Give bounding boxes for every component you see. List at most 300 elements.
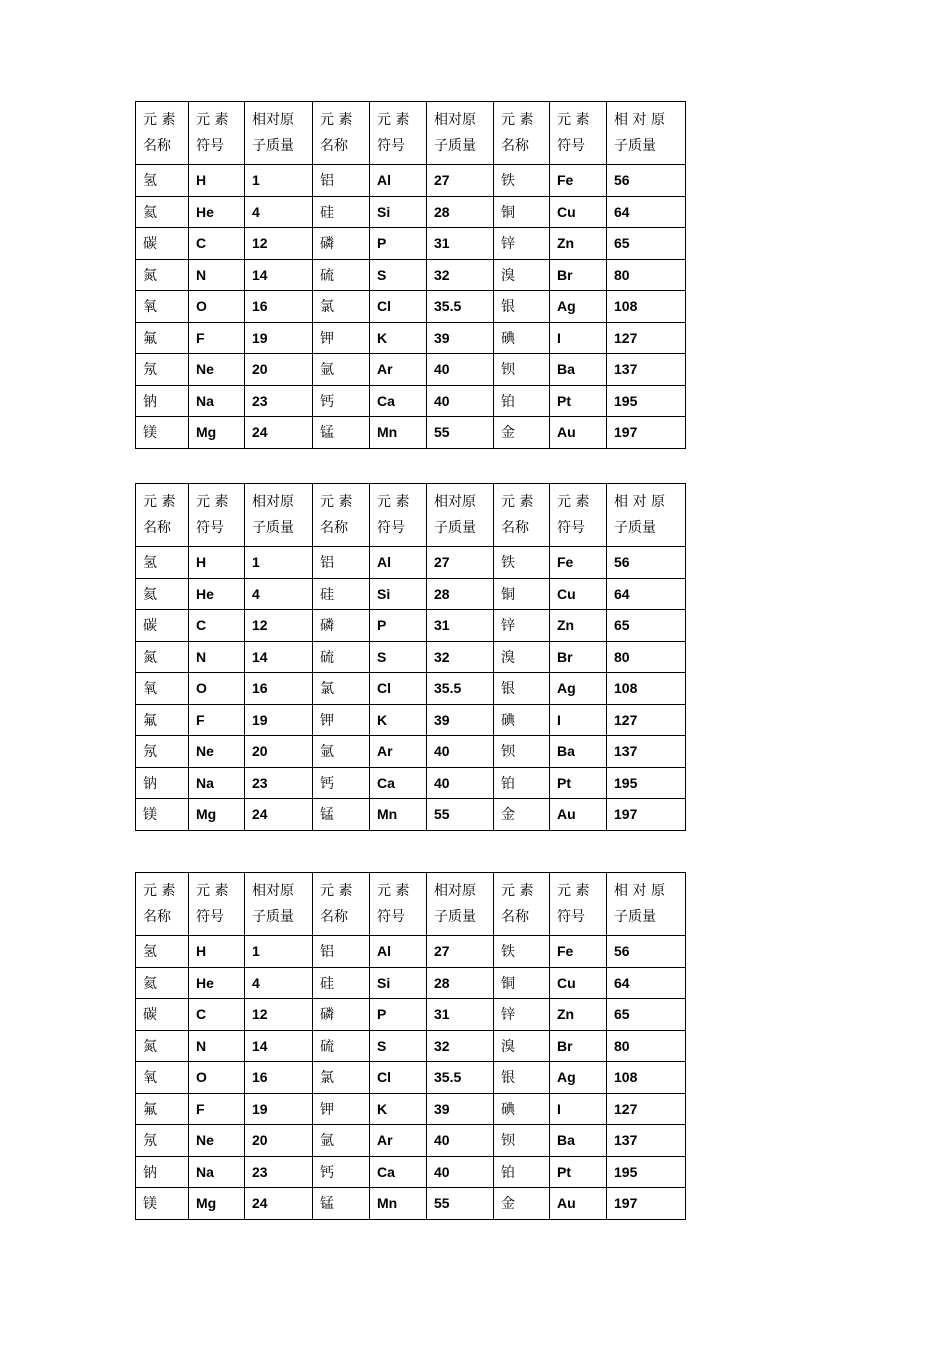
header-row — [136, 873, 686, 936]
header-mass-line-1: 相对原 — [614, 112, 670, 128]
element-name-cell: 铝 — [313, 936, 370, 968]
element-symbol-cell: I — [550, 1093, 607, 1125]
table-row — [136, 259, 686, 291]
atomic-mass-cell: 64 — [607, 967, 686, 999]
atomic-mass-cell: 27 — [427, 936, 494, 968]
element-name-cell: 铜 — [494, 578, 550, 610]
header-mass-line-1: 相对原 — [252, 112, 294, 128]
atomic-mass-cell: 195 — [607, 1156, 686, 1188]
element-name-cell: 铁 — [494, 936, 550, 968]
header-mass-cell — [607, 484, 686, 547]
header-mass-cell — [427, 484, 494, 547]
atomic-mass-cell: 195 — [607, 767, 686, 799]
element-symbol-cell: Na — [189, 767, 245, 799]
element-name-cell: 钡 — [494, 354, 550, 386]
element-name-cell: 银 — [494, 673, 550, 705]
atomic-mass-cell: 56 — [607, 936, 686, 968]
atomic-mass-cell: 39 — [427, 704, 494, 736]
element-name-cell: 硅 — [313, 196, 370, 228]
header-mass-line-1: 相对原 — [434, 883, 476, 899]
element-symbol-cell: K — [370, 1093, 427, 1125]
header-symbol-cell — [189, 484, 245, 547]
element-name-cell: 钾 — [313, 322, 370, 354]
header-name-line-1: 元素 — [320, 494, 357, 510]
header-symbol-line-2: 符号 — [557, 138, 585, 154]
header-name-line-2: 名称 — [143, 138, 171, 154]
element-name-cell: 硫 — [313, 1030, 370, 1062]
element-symbol-cell: Mg — [189, 417, 245, 449]
atomic-mass-cell: 39 — [427, 322, 494, 354]
element-symbol-cell: Ne — [189, 354, 245, 386]
table-row — [136, 291, 686, 323]
atomic-mass-cell: 127 — [607, 1093, 686, 1125]
table-row — [136, 610, 686, 642]
atomic-mass-cell: 31 — [427, 610, 494, 642]
header-symbol-cell — [370, 102, 427, 165]
element-symbol-cell: Ca — [370, 767, 427, 799]
element-symbol-cell: K — [370, 322, 427, 354]
header-name-line-2: 名称 — [320, 909, 348, 925]
header-mass-line-2: 子质量 — [252, 138, 294, 154]
element-symbol-cell: He — [189, 967, 245, 999]
atomic-mass-cell: 27 — [427, 165, 494, 197]
element-name-cell: 钾 — [313, 704, 370, 736]
header-name-line-2: 名称 — [320, 520, 348, 536]
element-name-cell: 镁 — [136, 799, 189, 831]
element-symbol-cell: O — [189, 1062, 245, 1094]
element-name-cell: 硅 — [313, 967, 370, 999]
atomic-mass-cell: 197 — [607, 799, 686, 831]
header-name-cell — [136, 484, 189, 547]
element-name-cell: 氢 — [136, 936, 189, 968]
header-symbol-cell — [370, 873, 427, 936]
element-name-cell: 锰 — [313, 417, 370, 449]
element-symbol-cell: O — [189, 291, 245, 323]
element-symbol-cell: I — [550, 322, 607, 354]
header-row — [136, 102, 686, 165]
header-symbol-cell — [370, 484, 427, 547]
element-symbol-cell: Ag — [550, 673, 607, 705]
element-name-cell: 钡 — [494, 736, 550, 768]
element-symbol-cell: Fe — [550, 547, 607, 579]
table-row — [136, 354, 686, 386]
element-name-cell: 银 — [494, 291, 550, 323]
element-symbol-cell: P — [370, 999, 427, 1031]
header-symbol-line-2: 符号 — [377, 138, 405, 154]
atomic-mass-cell: 4 — [245, 196, 313, 228]
atomic-mass-cell: 1 — [245, 547, 313, 579]
element-name-cell: 氩 — [313, 1125, 370, 1157]
atomic-mass-cell: 35.5 — [427, 291, 494, 323]
element-symbol-cell: F — [189, 1093, 245, 1125]
element-name-cell: 氦 — [136, 578, 189, 610]
element-symbol-cell: C — [189, 610, 245, 642]
element-name-cell: 溴 — [494, 641, 550, 673]
header-mass-line-1: 相对原 — [252, 494, 294, 510]
element-name-cell: 铂 — [494, 385, 550, 417]
header-symbol-cell — [550, 484, 607, 547]
header-name-line-1: 元素 — [320, 883, 357, 899]
element-name-cell: 氧 — [136, 291, 189, 323]
element-name-cell: 氩 — [313, 736, 370, 768]
table-row — [136, 799, 686, 831]
element-name-cell: 硅 — [313, 578, 370, 610]
atomic-mass-cell: 40 — [427, 1125, 494, 1157]
element-name-cell: 锌 — [494, 999, 550, 1031]
header-mass-line-1: 相对原 — [252, 883, 294, 899]
atomic-mass-cell: 16 — [245, 291, 313, 323]
atomic-mass-cell: 55 — [427, 417, 494, 449]
element-symbol-cell: Br — [550, 259, 607, 291]
header-symbol-line-1: 元素 — [377, 494, 414, 510]
element-name-cell: 磷 — [313, 228, 370, 260]
element-name-cell: 氧 — [136, 1062, 189, 1094]
header-symbol-line-1: 元素 — [377, 112, 414, 128]
atomic-mass-cell: 40 — [427, 354, 494, 386]
header-name-line-2: 名称 — [501, 520, 529, 536]
element-symbol-cell: Au — [550, 417, 607, 449]
element-name-cell: 氧 — [136, 673, 189, 705]
atomic-mass-cell: 127 — [607, 704, 686, 736]
atomic-mass-cell: 108 — [607, 673, 686, 705]
table-row — [136, 196, 686, 228]
atomic-mass-cell: 80 — [607, 641, 686, 673]
element-symbol-cell: Zn — [550, 999, 607, 1031]
atomic-mass-cell: 28 — [427, 578, 494, 610]
atomic-mass-cell: 19 — [245, 1093, 313, 1125]
atomic-mass-cell: 19 — [245, 322, 313, 354]
header-name-line-2: 名称 — [501, 138, 529, 154]
element-symbol-cell: H — [189, 547, 245, 579]
element-symbol-cell: Fe — [550, 936, 607, 968]
header-symbol-line-2: 符号 — [557, 909, 585, 925]
element-symbol-cell: Ne — [189, 1125, 245, 1157]
element-name-cell: 氮 — [136, 1030, 189, 1062]
element-symbol-cell: Ba — [550, 736, 607, 768]
header-name-line-1: 元素 — [501, 112, 538, 128]
element-name-cell: 碳 — [136, 610, 189, 642]
element-name-cell: 钙 — [313, 385, 370, 417]
header-name-cell — [313, 102, 370, 165]
element-symbol-cell: Ag — [550, 291, 607, 323]
atomic-mass-cell: 108 — [607, 1062, 686, 1094]
element-symbol-cell: Mn — [370, 799, 427, 831]
atomic-mass-cell: 127 — [607, 322, 686, 354]
element-symbol-cell: Pt — [550, 385, 607, 417]
element-symbol-cell: Pt — [550, 767, 607, 799]
element-name-cell: 铁 — [494, 547, 550, 579]
element-name-cell: 氩 — [313, 354, 370, 386]
element-symbol-cell: N — [189, 1030, 245, 1062]
header-name-line-1: 元素 — [143, 883, 180, 899]
atomic-mass-table-3 — [135, 872, 686, 1220]
table-row — [136, 228, 686, 260]
atomic-mass-cell: 39 — [427, 1093, 494, 1125]
atomic-mass-cell: 12 — [245, 610, 313, 642]
atomic-mass-cell: 195 — [607, 385, 686, 417]
header-name-cell — [313, 484, 370, 547]
element-name-cell: 氮 — [136, 259, 189, 291]
element-symbol-cell: Br — [550, 641, 607, 673]
element-symbol-cell: Ag — [550, 1062, 607, 1094]
atomic-mass-cell: 40 — [427, 1156, 494, 1188]
element-symbol-cell: Mn — [370, 1188, 427, 1220]
atomic-mass-cell: 32 — [427, 641, 494, 673]
element-name-cell: 氢 — [136, 165, 189, 197]
element-name-cell: 氖 — [136, 354, 189, 386]
atomic-mass-cell: 20 — [245, 736, 313, 768]
atomic-mass-cell: 12 — [245, 999, 313, 1031]
header-symbol-cell — [189, 873, 245, 936]
atomic-mass-cell: 35.5 — [427, 673, 494, 705]
atomic-mass-cell: 1 — [245, 936, 313, 968]
table-row — [136, 704, 686, 736]
header-mass-cell — [607, 873, 686, 936]
atomic-mass-cell: 64 — [607, 578, 686, 610]
header-mass-cell — [245, 484, 313, 547]
atomic-mass-cell: 28 — [427, 967, 494, 999]
table-row — [136, 1030, 686, 1062]
element-name-cell: 碘 — [494, 1093, 550, 1125]
header-name-cell — [313, 873, 370, 936]
header-symbol-cell — [550, 873, 607, 936]
element-symbol-cell: Si — [370, 578, 427, 610]
element-symbol-cell: F — [189, 704, 245, 736]
table-row — [136, 1062, 686, 1094]
atomic-mass-cell: 28 — [427, 196, 494, 228]
atomic-mass-cell: 24 — [245, 1188, 313, 1220]
element-name-cell: 铝 — [313, 165, 370, 197]
atomic-mass-cell: 23 — [245, 767, 313, 799]
element-name-cell: 铁 — [494, 165, 550, 197]
element-name-cell: 氖 — [136, 1125, 189, 1157]
element-name-cell: 锌 — [494, 610, 550, 642]
element-symbol-cell: Ar — [370, 736, 427, 768]
header-name-line-2: 名称 — [320, 138, 348, 154]
header-mass-line-2: 子质量 — [252, 909, 294, 925]
element-name-cell: 钠 — [136, 767, 189, 799]
atomic-mass-cell: 14 — [245, 259, 313, 291]
table-row — [136, 641, 686, 673]
element-symbol-cell: Au — [550, 799, 607, 831]
header-symbol-line-1: 元素 — [196, 883, 233, 899]
atomic-mass-cell: 137 — [607, 1125, 686, 1157]
element-symbol-cell: Cl — [370, 1062, 427, 1094]
header-mass-line-2: 子质量 — [434, 909, 476, 925]
element-symbol-cell: H — [189, 936, 245, 968]
element-symbol-cell: K — [370, 704, 427, 736]
header-name-line-2: 名称 — [501, 909, 529, 925]
atomic-mass-cell: 31 — [427, 228, 494, 260]
element-symbol-cell: He — [189, 196, 245, 228]
header-name-line-2: 名称 — [143, 909, 171, 925]
element-symbol-cell: Cl — [370, 291, 427, 323]
table-row — [136, 1188, 686, 1220]
element-name-cell: 氢 — [136, 547, 189, 579]
atomic-mass-cell: 16 — [245, 1062, 313, 1094]
element-name-cell: 氟 — [136, 704, 189, 736]
header-symbol-line-1: 元素 — [557, 494, 594, 510]
element-name-cell: 氯 — [313, 1062, 370, 1094]
atomic-mass-cell: 56 — [607, 547, 686, 579]
header-symbol-line-2: 符号 — [196, 138, 224, 154]
atomic-mass-cell: 12 — [245, 228, 313, 260]
header-symbol-line-1: 元素 — [557, 112, 594, 128]
atomic-mass-cell: 65 — [607, 999, 686, 1031]
element-symbol-cell: O — [189, 673, 245, 705]
element-symbol-cell: H — [189, 165, 245, 197]
atomic-mass-table-1 — [135, 101, 686, 449]
atomic-mass-cell: 197 — [607, 1188, 686, 1220]
header-mass-line-2: 子质量 — [434, 138, 476, 154]
header-symbol-cell — [550, 102, 607, 165]
element-symbol-cell: He — [189, 578, 245, 610]
atomic-mass-cell: 24 — [245, 799, 313, 831]
header-symbol-line-2: 符号 — [557, 520, 585, 536]
atomic-mass-cell: 32 — [427, 259, 494, 291]
atomic-mass-cell: 80 — [607, 1030, 686, 1062]
header-mass-line-2: 子质量 — [252, 520, 294, 536]
table-row — [136, 967, 686, 999]
atomic-mass-cell: 23 — [245, 1156, 313, 1188]
element-name-cell: 碳 — [136, 228, 189, 260]
atomic-mass-cell: 65 — [607, 610, 686, 642]
header-symbol-cell — [189, 102, 245, 165]
atomic-mass-cell: 24 — [245, 417, 313, 449]
atomic-mass-cell: 4 — [245, 578, 313, 610]
element-name-cell: 硫 — [313, 259, 370, 291]
element-symbol-cell: Ne — [189, 736, 245, 768]
element-symbol-cell: C — [189, 228, 245, 260]
element-name-cell: 氟 — [136, 1093, 189, 1125]
header-mass-line-2: 子质量 — [614, 138, 656, 154]
atomic-mass-cell: 55 — [427, 1188, 494, 1220]
element-symbol-cell: Ca — [370, 1156, 427, 1188]
element-symbol-cell: Si — [370, 196, 427, 228]
element-symbol-cell: Br — [550, 1030, 607, 1062]
element-symbol-cell: Al — [370, 165, 427, 197]
header-symbol-line-2: 符号 — [196, 520, 224, 536]
element-symbol-cell: S — [370, 1030, 427, 1062]
header-name-line-2: 名称 — [143, 520, 171, 536]
element-symbol-cell: Mg — [189, 799, 245, 831]
element-symbol-cell: Ba — [550, 354, 607, 386]
atomic-mass-cell: 27 — [427, 547, 494, 579]
element-symbol-cell: Na — [189, 1156, 245, 1188]
element-symbol-cell: Cl — [370, 673, 427, 705]
header-symbol-line-1: 元素 — [557, 883, 594, 899]
element-symbol-cell: Cu — [550, 196, 607, 228]
atomic-mass-cell: 35.5 — [427, 1062, 494, 1094]
element-symbol-cell: Fe — [550, 165, 607, 197]
element-symbol-cell: Zn — [550, 610, 607, 642]
element-symbol-cell: Cu — [550, 578, 607, 610]
atomic-mass-cell: 14 — [245, 641, 313, 673]
element-name-cell: 镁 — [136, 1188, 189, 1220]
element-symbol-cell: Na — [189, 385, 245, 417]
element-name-cell: 钡 — [494, 1125, 550, 1157]
header-symbol-line-2: 符号 — [196, 909, 224, 925]
element-name-cell: 金 — [494, 799, 550, 831]
header-name-line-1: 元素 — [501, 494, 538, 510]
atomic-mass-cell: 55 — [427, 799, 494, 831]
atomic-mass-cell: 20 — [245, 1125, 313, 1157]
table-row — [136, 936, 686, 968]
atomic-mass-cell: 31 — [427, 999, 494, 1031]
element-name-cell: 碘 — [494, 322, 550, 354]
header-mass-line-2: 子质量 — [614, 520, 656, 536]
table-row — [136, 673, 686, 705]
table-row — [136, 736, 686, 768]
header-mass-cell — [427, 102, 494, 165]
element-name-cell: 金 — [494, 1188, 550, 1220]
element-symbol-cell: P — [370, 610, 427, 642]
element-symbol-cell: Ar — [370, 1125, 427, 1157]
element-name-cell: 银 — [494, 1062, 550, 1094]
element-symbol-cell: Mn — [370, 417, 427, 449]
header-row — [136, 484, 686, 547]
element-symbol-cell: S — [370, 259, 427, 291]
atomic-mass-cell: 20 — [245, 354, 313, 386]
atomic-mass-cell: 40 — [427, 767, 494, 799]
atomic-mass-cell: 64 — [607, 196, 686, 228]
atomic-mass-cell: 197 — [607, 417, 686, 449]
atomic-mass-table-2 — [135, 483, 686, 831]
atomic-mass-cell: 137 — [607, 736, 686, 768]
element-name-cell: 硫 — [313, 641, 370, 673]
element-symbol-cell: N — [189, 259, 245, 291]
element-name-cell: 钾 — [313, 1093, 370, 1125]
table-row — [136, 322, 686, 354]
element-name-cell: 铝 — [313, 547, 370, 579]
table-row — [136, 1093, 686, 1125]
header-symbol-line-2: 符号 — [377, 909, 405, 925]
element-symbol-cell: Cu — [550, 967, 607, 999]
element-symbol-cell: P — [370, 228, 427, 260]
header-symbol-line-1: 元素 — [196, 494, 233, 510]
element-name-cell: 氟 — [136, 322, 189, 354]
element-symbol-cell: Al — [370, 547, 427, 579]
atomic-mass-cell: 80 — [607, 259, 686, 291]
element-name-cell: 钙 — [313, 1156, 370, 1188]
header-symbol-line-1: 元素 — [196, 112, 233, 128]
element-name-cell: 磷 — [313, 999, 370, 1031]
table-row — [136, 547, 686, 579]
element-symbol-cell: Al — [370, 936, 427, 968]
element-name-cell: 溴 — [494, 1030, 550, 1062]
header-name-line-1: 元素 — [501, 883, 538, 899]
element-name-cell: 氯 — [313, 673, 370, 705]
header-name-cell — [136, 873, 189, 936]
element-name-cell: 锰 — [313, 1188, 370, 1220]
header-mass-cell — [245, 102, 313, 165]
table-row — [136, 417, 686, 449]
element-symbol-cell: Ba — [550, 1125, 607, 1157]
header-mass-line-1: 相对原 — [434, 112, 476, 128]
element-symbol-cell: Si — [370, 967, 427, 999]
atomic-mass-cell: 19 — [245, 704, 313, 736]
atomic-mass-cell: 32 — [427, 1030, 494, 1062]
element-symbol-cell: Au — [550, 1188, 607, 1220]
table-row — [136, 1156, 686, 1188]
element-name-cell: 铜 — [494, 967, 550, 999]
element-symbol-cell: N — [189, 641, 245, 673]
atomic-mass-cell: 40 — [427, 385, 494, 417]
atomic-mass-cell: 56 — [607, 165, 686, 197]
header-name-cell — [494, 484, 550, 547]
element-name-cell: 溴 — [494, 259, 550, 291]
element-name-cell: 钙 — [313, 767, 370, 799]
